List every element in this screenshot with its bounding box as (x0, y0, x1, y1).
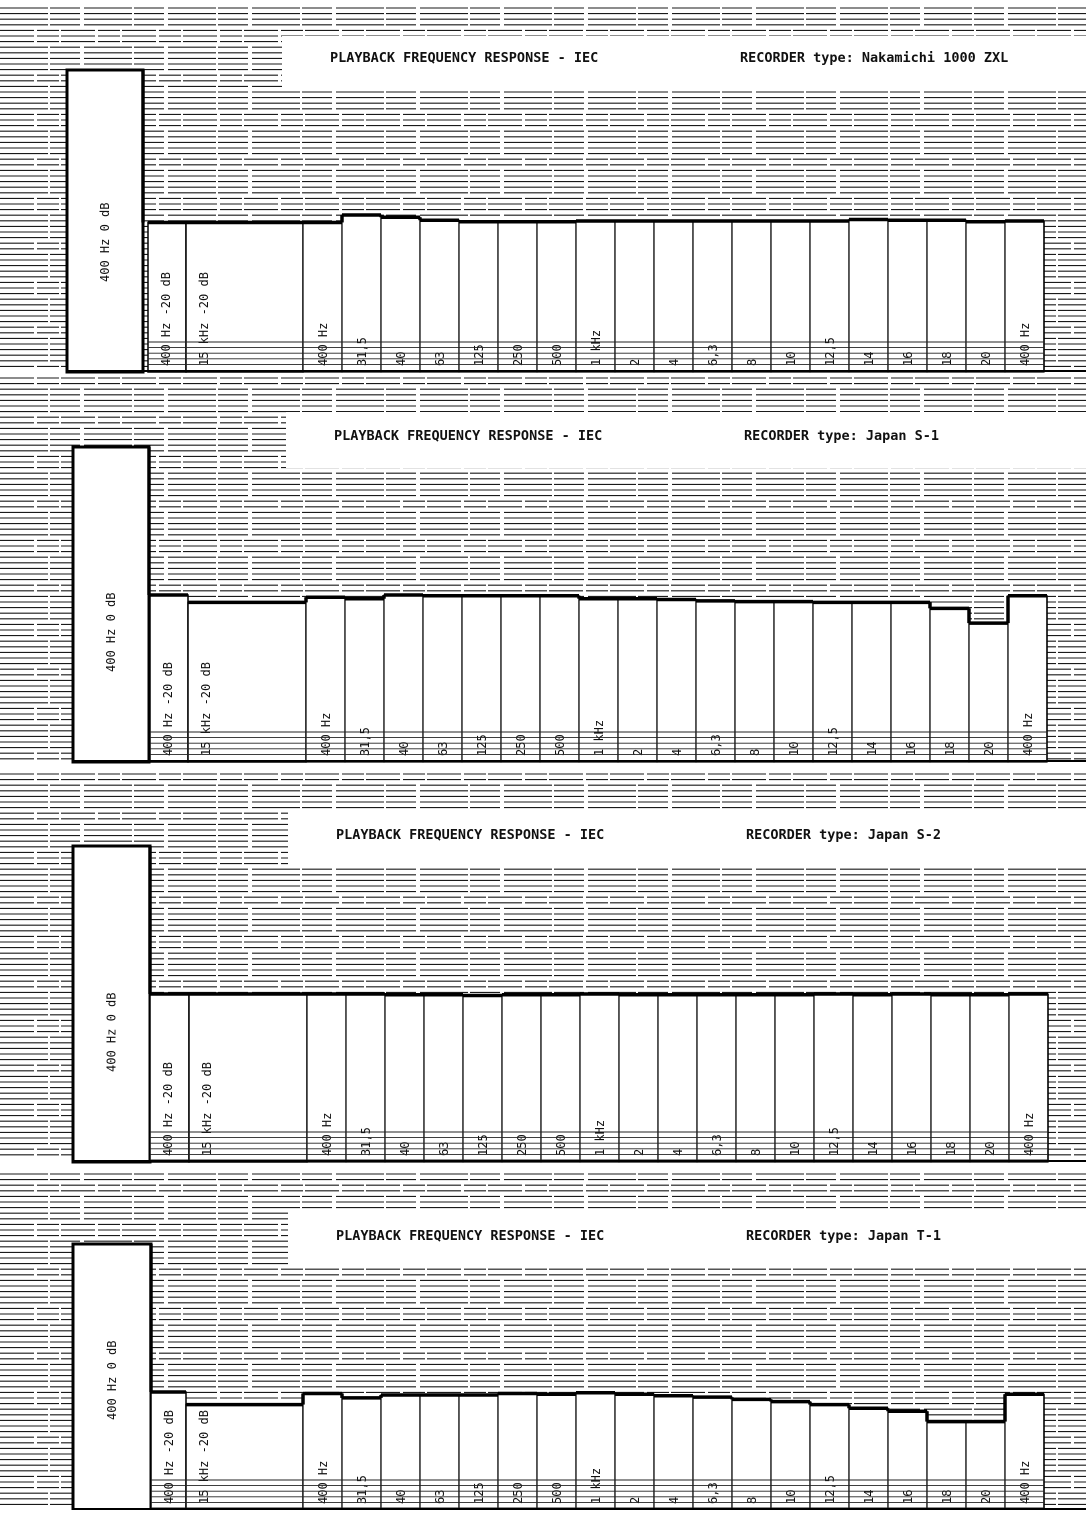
section-label: 400 Hz -20 dB (159, 272, 173, 366)
frequency-tick-label: 40 (394, 1489, 408, 1504)
frequency-bar (732, 221, 771, 372)
frequency-bar (969, 623, 1008, 762)
frequency-tick-label: 400 Hz (316, 322, 330, 366)
frequency-bar (849, 219, 888, 372)
frequency-tick-label: 12,5 (823, 1475, 837, 1504)
frequency-bar (927, 220, 966, 372)
frequency-tick-label: 18 (940, 1489, 954, 1504)
frequency-bar (619, 995, 658, 1162)
frequency-bar (888, 220, 927, 372)
frequency-tick-label: 1 kHz (589, 1467, 603, 1504)
frequency-tick-label: 10 (788, 1141, 802, 1156)
frequency-tick-label: 6,3 (709, 734, 723, 756)
frequency-tick-label: 400 Hz (320, 1112, 334, 1156)
reference-bar-label: 400 Hz 0 dB (104, 592, 118, 672)
chart-panel-2 (0, 378, 1086, 762)
frequency-tick-label: 31,5 (355, 337, 369, 366)
frequency-tick-label: 125 (472, 344, 486, 366)
frequency-tick-label: 14 (862, 351, 876, 366)
frequency-tick-label: 250 (515, 1134, 529, 1156)
frequency-bar (970, 995, 1009, 1162)
frequency-tick-label: 400 Hz (1018, 1460, 1032, 1504)
frequency-tick-label: 40 (397, 741, 411, 756)
recorder-type-label: RECORDER type: Nakamichi 1000 ZXL (740, 50, 1009, 66)
chart-title: PLAYBACK FREQUENCY RESPONSE - IEC (336, 1228, 605, 1244)
frequency-bar (424, 995, 463, 1162)
frequency-tick-label: 1 kHz (589, 329, 603, 366)
frequency-tick-label: 125 (475, 734, 489, 756)
chart-panel-4 (0, 1174, 1086, 1510)
frequency-bar (654, 1396, 693, 1510)
frequency-tick-label: 500 (554, 1134, 568, 1156)
section-label: 15 kHz -20 dB (197, 272, 211, 366)
frequency-tick-label: 20 (979, 1489, 993, 1504)
section-label: 15 kHz -20 dB (200, 1062, 214, 1156)
frequency-tick-label: 31,5 (358, 727, 372, 756)
frequency-tick-label: 63 (433, 1489, 447, 1504)
frequency-tick-label: 8 (745, 1496, 759, 1504)
frequency-tick-label: 1 kHz (592, 719, 606, 756)
frequency-bar (736, 995, 775, 1162)
chart-title: PLAYBACK FREQUENCY RESPONSE - IEC (330, 50, 599, 66)
frequency-bar (852, 602, 891, 762)
frequency-tick-label: 40 (394, 351, 408, 366)
frequency-tick-label: 6,3 (706, 344, 720, 366)
frequency-tick-label: 12,5 (827, 1127, 841, 1156)
frequency-tick-label: 2 (631, 748, 645, 756)
section-label: 400 Hz -20 dB (161, 1062, 175, 1156)
frequency-tick-label: 18 (944, 1141, 958, 1156)
frequency-tick-label: 500 (550, 344, 564, 366)
frequency-tick-label: 63 (437, 1141, 451, 1156)
frequency-tick-label: 14 (862, 1489, 876, 1504)
frequency-tick-label: 31,5 (355, 1475, 369, 1504)
frequency-tick-label: 4 (670, 748, 684, 756)
frequency-bar (658, 995, 697, 1162)
frequency-bar (420, 220, 459, 372)
frequency-tick-label: 20 (979, 351, 993, 366)
frequency-tick-label: 16 (905, 1141, 919, 1156)
chart-title: PLAYBACK FREQUENCY RESPONSE - IEC (336, 827, 605, 843)
frequency-tick-label: 18 (943, 741, 957, 756)
frequency-tick-label: 20 (982, 741, 996, 756)
frequency-tick-label: 20 (983, 1141, 997, 1156)
frequency-tick-label: 12,5 (823, 337, 837, 366)
reference-bar-label: 400 Hz 0 dB (98, 202, 112, 282)
chart-panel-3 (0, 774, 1086, 1162)
frequency-tick-label: 10 (784, 1489, 798, 1504)
frequency-tick-label: 8 (745, 358, 759, 366)
reference-bar-label: 400 Hz 0 dB (105, 1340, 119, 1420)
frequency-tick-label: 14 (865, 741, 879, 756)
frequency-bar (771, 221, 810, 372)
frequency-bar (423, 596, 462, 762)
frequency-bar (615, 221, 654, 372)
frequency-tick-label: 500 (553, 734, 567, 756)
frequency-tick-label: 125 (472, 1482, 486, 1504)
frequency-tick-label: 16 (904, 741, 918, 756)
section-label: 400 Hz -20 dB (162, 1410, 176, 1504)
frequency-tick-label: 2 (628, 358, 642, 366)
chart-panel-1 (0, 8, 1086, 372)
frequency-tick-label: 4 (667, 1496, 681, 1504)
section-label: 15 kHz -20 dB (199, 662, 213, 756)
frequency-bar (385, 995, 424, 1162)
frequency-tick-label: 8 (749, 1148, 763, 1156)
chart-title: PLAYBACK FREQUENCY RESPONSE - IEC (334, 428, 603, 444)
frequency-tick-label: 40 (398, 1141, 412, 1156)
frequency-tick-label: 2 (632, 1148, 646, 1156)
frequency-tick-label: 16 (901, 1489, 915, 1504)
frequency-tick-label: 400 Hz (316, 1460, 330, 1504)
frequency-tick-label: 8 (748, 748, 762, 756)
frequency-bar (930, 608, 969, 762)
frequency-tick-label: 6,3 (706, 1482, 720, 1504)
frequency-tick-label: 63 (433, 351, 447, 366)
frequency-bar (654, 221, 693, 372)
frequency-tick-label: 2 (628, 1496, 642, 1504)
frequency-tick-label: 31,5 (359, 1127, 373, 1156)
frequency-bar (892, 994, 931, 1162)
section-label: 400 Hz -20 dB (161, 662, 175, 756)
frequency-bar (853, 995, 892, 1162)
frequency-tick-label: 14 (866, 1141, 880, 1156)
recorder-type-label: RECORDER type: Japan S-2 (746, 827, 942, 843)
frequency-tick-label: 10 (784, 351, 798, 366)
frequency-bar (615, 1394, 654, 1510)
frequency-tick-label: 16 (901, 351, 915, 366)
frequency-tick-label: 18 (940, 351, 954, 366)
frequency-tick-label: 6,3 (710, 1134, 724, 1156)
frequency-tick-label: 4 (671, 1148, 685, 1156)
frequency-tick-label: 10 (787, 741, 801, 756)
reference-bar-label: 400 Hz 0 dB (104, 992, 119, 1072)
frequency-bar (931, 995, 970, 1162)
frequency-tick-label: 63 (436, 741, 450, 756)
frequency-tick-label: 250 (514, 734, 528, 756)
frequency-bar (966, 222, 1005, 372)
frequency-bar (384, 595, 423, 762)
frequency-tick-label: 500 (550, 1482, 564, 1504)
frequency-bar (891, 602, 930, 762)
frequency-tick-label: 400 Hz (319, 712, 333, 756)
frequency-tick-label: 4 (667, 358, 681, 366)
section-label: 15 kHz -20 dB (197, 1410, 211, 1504)
frequency-tick-label: 400 Hz (1022, 1112, 1036, 1156)
frequency-bar (381, 217, 420, 372)
frequency-bar (732, 1399, 771, 1510)
recorder-type-label: RECORDER type: Japan S-1 (744, 428, 940, 444)
recorder-type-label: RECORDER type: Japan T-1 (746, 1228, 942, 1244)
frequency-tick-label: 250 (511, 344, 525, 366)
frequency-tick-label: 1 kHz (593, 1119, 607, 1156)
frequency-tick-label: 400 Hz (1021, 712, 1035, 756)
frequency-bar (775, 995, 814, 1162)
frequency-tick-label: 250 (511, 1482, 525, 1504)
frequency-tick-label: 400 Hz (1018, 322, 1032, 366)
frequency-tick-label: 12,5 (826, 727, 840, 756)
frequency-tick-label: 125 (476, 1134, 490, 1156)
